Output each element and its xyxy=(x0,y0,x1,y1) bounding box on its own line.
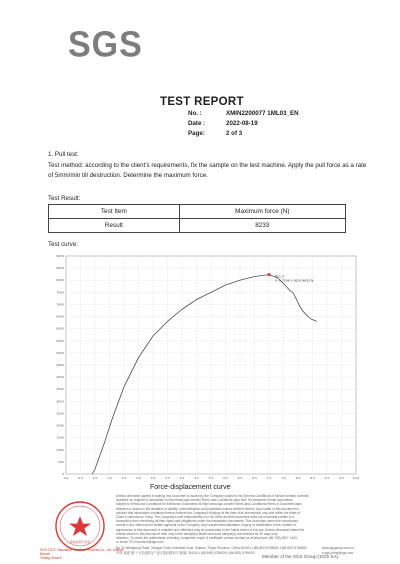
y-tick-label: 500 xyxy=(58,459,64,464)
x-tick-label: 2.0 xyxy=(121,476,127,480)
annotation-label: 最大力 xyxy=(275,274,285,279)
report-date-label: Date : xyxy=(188,120,206,127)
x-tick-label: 3.0 xyxy=(150,476,156,480)
y-tick-label: 9000 xyxy=(56,254,64,258)
test-method-text: Test method: according to the client's requirements, fix the sample on the test machine. Apply the pull force as a rate of 5mm/min till destruction. Determine the maximum force. xyxy=(48,162,367,179)
table-row xyxy=(49,219,346,233)
x-tick-label: 0.0 xyxy=(63,476,69,480)
sgs-logo: SGS xyxy=(68,25,143,65)
footer-line: subject to Terms and Conditions for Electronic Documents at http://www.sgs.com/en/Terms-and-Conditions/Terms-e-Document.aspx. xyxy=(116,502,303,507)
table-header-test-item: Test Item xyxy=(49,205,180,219)
y-tick-label: 2000 xyxy=(56,423,64,428)
company-seal xyxy=(50,498,110,554)
report-number-value: XMIN2200077 1ML03_EN xyxy=(226,110,299,117)
y-tick-label: 4000 xyxy=(56,375,64,380)
table-cell-result-value: 8233 xyxy=(179,219,345,233)
seal-caption-en: SGS-CSTC Standards Technical Services Co., Ltd. Xiamen Branch xyxy=(40,548,124,557)
x-tick-label: 1.5 xyxy=(107,476,112,480)
footer-line: appearance of this document is unlawful and offenders may be prosecuted to the fullest extent of the law. Unless otherwise stated the xyxy=(116,527,305,532)
footer-line: Attention: To check the authenticity of testing / inspection report & certificate, please contact us at telephone (86-755) 8307 1443, xyxy=(116,536,298,541)
y-tick-label: 7500 xyxy=(56,290,64,295)
seal-text: 检验检测专用章 xyxy=(69,540,91,544)
result-table xyxy=(48,204,346,233)
footer-line: available on request or accessible at http://www.sgs.com/en/Terms-and-Conditions.aspx and, for electronic format documents, xyxy=(116,498,294,503)
footer-address-en: No.31 Wanghong Road, Xiangan Torch Industrial Zone, Xiamen, Fujian Province, China 361101 t (86-592) 5765000 f (86-592) 5765000 xyxy=(116,546,307,550)
report-page xyxy=(188,130,243,137)
x-tick-label: 7.0 xyxy=(266,476,272,480)
x-tick-label: 8.0 xyxy=(295,476,301,480)
footer-line: Client's instructions, if any. The Company's sole responsibility is to its Client and this document does not exonerate parties to a xyxy=(116,515,295,520)
y-tick-label: 6000 xyxy=(56,326,64,331)
footer-disclaimer xyxy=(116,494,362,544)
footer-line: results shown in this test report refer only to the sample(s) tested and such sample(s) are retained for 30 days only. xyxy=(116,531,279,536)
footer-address-cn: 中国·福建·厦门·火炬(翔安)产业区翔岳路31号 邮编: 361101 t (86-592) 5765000 f (86-592) 5765000 xyxy=(116,551,255,555)
footer-line: advised that information contained hereon reflects the Company's findings at the time of its intervention only and within the limits of xyxy=(116,510,301,515)
x-tick-label: 4.5 xyxy=(194,476,199,480)
footer-line: Unless otherwise agreed in writing, this document is issued by the Company subject to its General Conditions of Service printed overleaf, xyxy=(116,494,310,498)
table-header-max-force: Maximum force (N) xyxy=(179,205,345,219)
y-tick-label: 8000 xyxy=(56,278,64,283)
seal-caption-service: Testing Service xyxy=(40,556,62,561)
force-displacement-chart xyxy=(48,248,360,484)
table-row xyxy=(49,205,346,219)
y-tick-label: 7000 xyxy=(56,302,64,307)
x-tick-label: 0.5 xyxy=(78,476,83,480)
footer-email[interactable]: e sgs.china@sgs.com xyxy=(322,551,354,555)
report-number xyxy=(188,110,299,117)
y-tick-label: 4500 xyxy=(56,363,64,367)
x-tick-label: 5.5 xyxy=(223,476,228,480)
y-tick-label: 5000 xyxy=(56,350,64,355)
x-tick-label: 10.0 xyxy=(352,476,360,480)
report-page-label: Page: xyxy=(188,130,205,137)
x-tick-label: 7.5 xyxy=(281,476,286,480)
member-text: Member of the SGS Group (SGS SA) xyxy=(262,554,339,559)
footer-line: or email: CN.Doccheck@sgs.com xyxy=(116,540,164,545)
report-date xyxy=(188,120,258,127)
report-number-label: No. : xyxy=(188,110,202,117)
y-tick-label: 3500 xyxy=(56,387,64,392)
section-heading: 1. Pull test: xyxy=(48,151,79,158)
footer-website[interactable]: www.sgsgroup.com.cn xyxy=(322,546,354,550)
footer-line: Attention is drawn to the limitation of liability, indemnification and jurisdiction issues defined therein. Any holder of this document is xyxy=(116,506,299,511)
y-tick-label: 6500 xyxy=(56,314,64,319)
report-page-value: 2 of 3 xyxy=(226,130,243,137)
x-tick-label: 2.5 xyxy=(136,476,141,480)
report-date-value: 2022-08-19 xyxy=(226,120,258,127)
footer-line: except in full, without prior written approval of the Company. Any unauthorized alteration, forgery or falsification of the content or xyxy=(116,523,296,528)
y-tick-label: 5500 xyxy=(56,338,64,343)
x-tick-label: 6.0 xyxy=(237,476,243,480)
x-tick-label: 3.5 xyxy=(165,476,170,480)
footer-line: transaction from exercising all their rights and obligations under the transaction documents. This document cannot be reproduced xyxy=(116,519,299,524)
y-tick-label: 1000 xyxy=(56,447,64,452)
y-tick-label: 8500 xyxy=(56,266,64,271)
x-tick-label: 4.0 xyxy=(179,476,185,480)
y-tick-label: 3000 xyxy=(56,399,64,404)
y-tick-label: 0 xyxy=(62,472,64,476)
chart-title: Force-displacement curve xyxy=(150,484,231,491)
max-force-marker xyxy=(267,273,270,276)
test-curve-label: Test curve: xyxy=(48,241,78,248)
x-tick-label: 8.5 xyxy=(310,476,315,480)
x-tick-label: 1.0 xyxy=(92,476,98,480)
annotation-label: X: 6.7254 Y: 8233.4625 N xyxy=(275,278,314,283)
test-result-label: Test Result: xyxy=(48,195,81,202)
x-tick-label: 9.0 xyxy=(324,476,330,480)
x-tick-label: 6.5 xyxy=(252,476,257,480)
y-tick-label: 2500 xyxy=(56,411,64,416)
report-title: TEST REPORT xyxy=(160,96,244,108)
y-tick-label: 1500 xyxy=(56,435,64,440)
x-tick-label: 5.0 xyxy=(208,476,214,480)
x-tick-label: 9.5 xyxy=(339,476,344,480)
table-cell-result-label: Result xyxy=(49,219,180,233)
